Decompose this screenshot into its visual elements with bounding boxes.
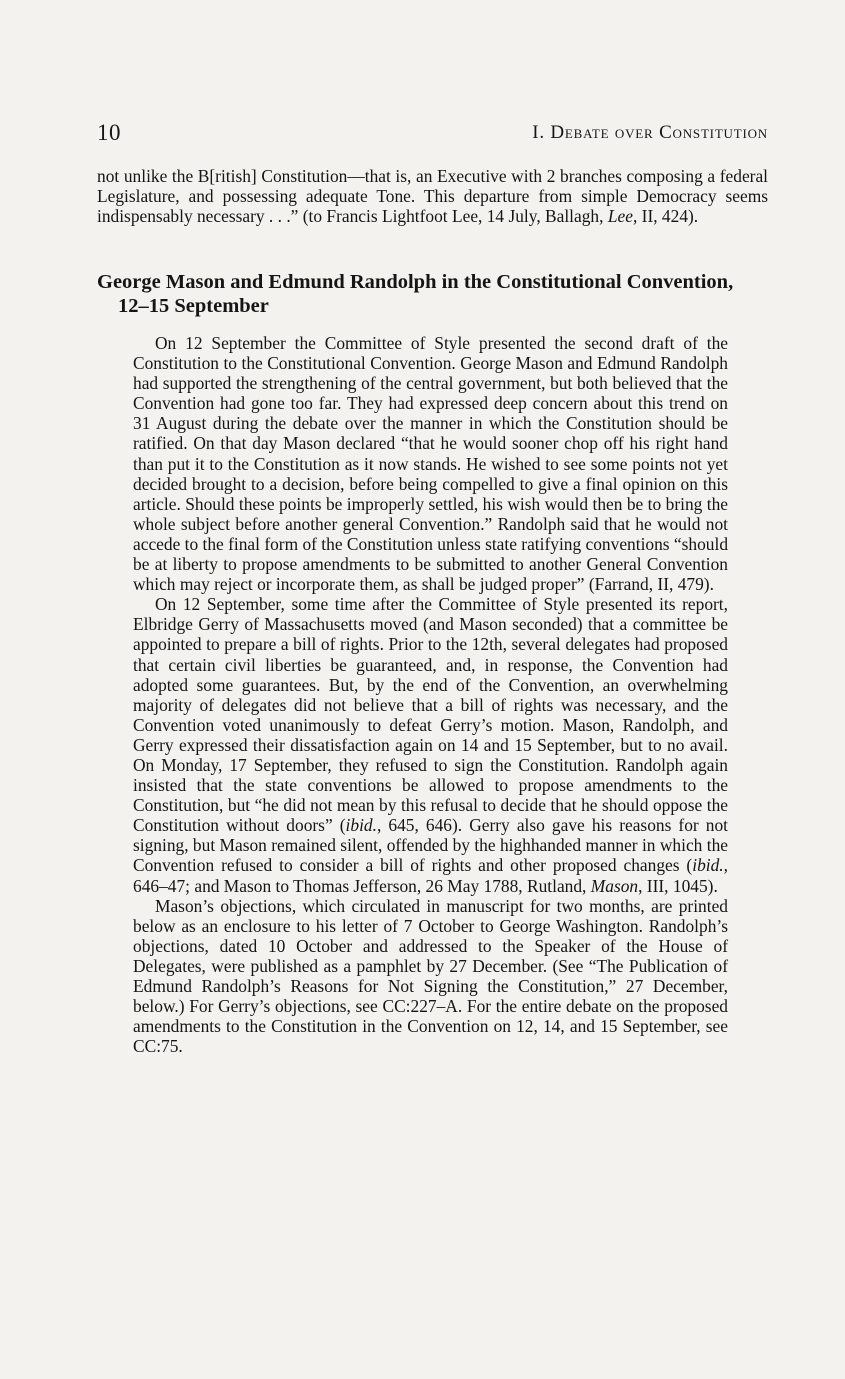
running-section-title: I. Debate over Constitution [532,122,768,143]
paragraph-2-text: On 12 September, some time after the Committee of Style presented its report, Elbridge Gerry of Massachusetts moved (and Mason seconded) that a committee be appointed to prepare a bill of rights. Prior to the 12th, several delegates had proposed that certain civil liberties be guaranteed, and, in response, the Convention had adopted some guarantees. But, by the end of the Convention, an overwhelming majority of delegates did not believe that a bill of rights was necessary, and the Convention voted unanimously to defeat Gerry’s motion. Mason, Randolph, and Gerry expressed their dissatisfaction again on 14 and 15 September, but to no avail. On Monday, 17 September, they refused to sign the Constitution. Randolph again insisted that the state conventions be allowed to propose amendments to the Constitution, but “he did not mean by this refusal to decide that he should oppose the Constitution without doors” ( [133,594,728,836]
body-paragraph-3: Mason’s objections, which circulated in manuscript for two months, are printed below as an enclosure to his letter of 7 October to George Washington. Randolph’s objections, dated 10 October and addressed to the Speaker of the House of Delegates, were published as a pamphlet by 27 December. (See “The Publication of Edmund Randolph’s Reasons for Not Signing the Constitution,” 27 December, below.) For Gerry’s objections, see CC:227–A. For the entire debate on the proposed amendments to the Constitution in the Convention on 12, 14, and 15 September, see CC:75. [133,895,728,1057]
section-body [133,333,728,1056]
section-heading: George Mason and Edmund Randolph in the Constitutional Convention, 12–15 September [97,271,734,317]
paragraph-2-text: , 645, 646). Gerry also gave his reasons for not signing, but Mason remained silent, offended by the highhanded manner in which the Convention refused to consider a bill of rights and other proposed changes ( [133,815,729,876]
body-paragraph-1: On 12 September the Committee of Style presented the second draft of the Constitution to the Constitutional Convention. George Mason and Edmund Randolph had supported the strengthening of the central government, but both believed that the Convention had gone too far. They had expressed deep concern about this trend on 31 August during the debate over the manner in which the Constitution should be ratified. On that day Mason declared “that he would sooner chop off his right hand than put it to the Constitution as it now stands. He wished to see some points not yet decided brought to a decision, before being compelled to give a final opinion on this article. Should these points be improperly settled, his wish would then be to bring the whole subject before another general Convention.” Randolph said that he would not accede to the final form of the Constitution unless state ratifying conventions “should be at liberty to propose amendments to be submitted to another General Convention which may reject or incorporate them, as shall be judged proper” (Farrand, II, 479). [133,333,729,595]
running-head [97,120,768,152]
page-number: 10 [97,120,121,145]
carryover-text-end: , II, 424). [632,206,699,227]
paragraph-2-text: , 646–47; and Mason to Thomas Jefferson, 26 May 1788, Rutland, [133,855,728,896]
italic-ibid: ibid. [692,855,724,876]
body-paragraph-2 [133,594,728,895]
carryover-paragraph [97,166,768,226]
italic-ibid: ibid. [345,815,377,836]
paragraph-2-text: , III, 1045). [638,875,718,896]
carryover-text: not unlike the B[ritish] Constitution—that is, an Executive with 2 branches composing a federal Legislature, and possessing adequate Tone. This departure from simple Democracy seems indispensably necessary . . .” (to Francis Lightfoot Lee, 14 July, Ballagh, [97,166,768,227]
italic-citation: Mason [590,875,639,896]
carryover-italic-citation: Lee [607,206,633,227]
